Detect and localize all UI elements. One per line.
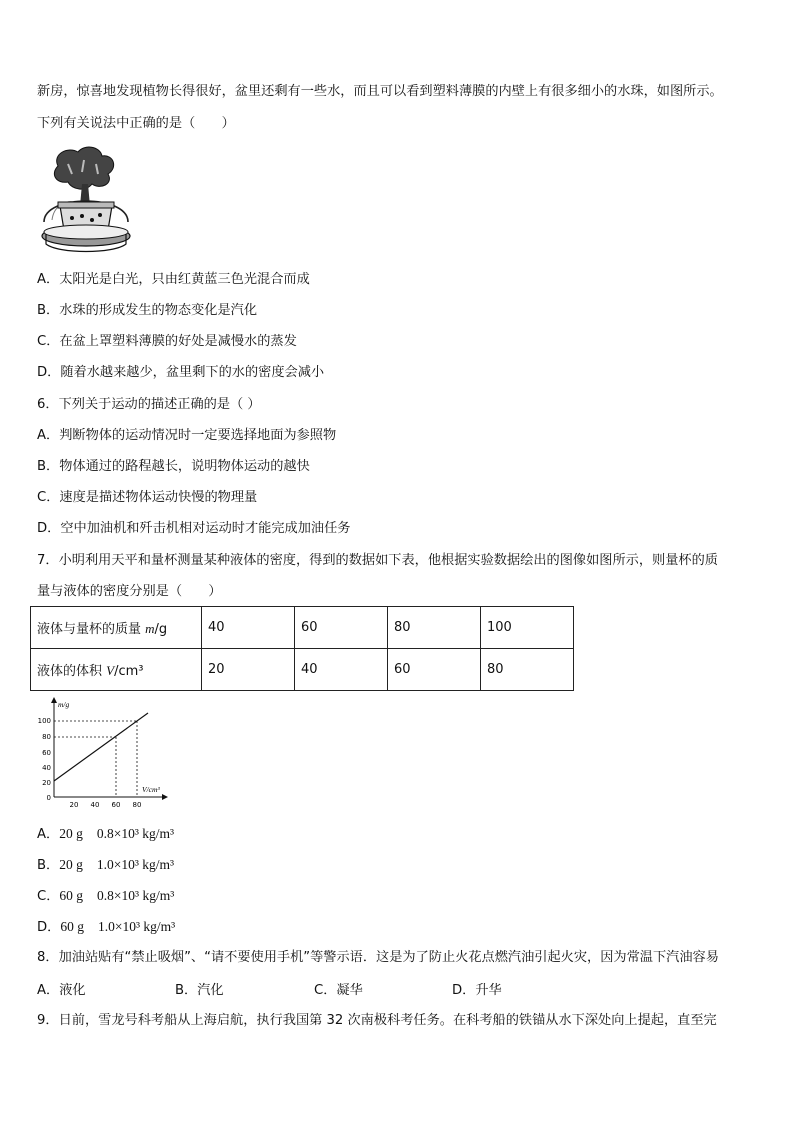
table-header-mass: 液体与量杯的质量 m/g xyxy=(31,607,202,649)
x-tick-label: 20 xyxy=(69,801,79,809)
table-cell: 80 xyxy=(388,607,481,649)
q5-option-b: B．水珠的形成发生的物态变化是汽化 xyxy=(37,303,258,318)
table-cell: 40 xyxy=(202,607,295,649)
q6-stem: 6．下列关于运动的描述正确的是（ ） xyxy=(37,397,261,412)
table-cell: 60 xyxy=(388,649,481,691)
x-axis-label: V/cm³ xyxy=(142,785,160,794)
q5-option-c: C．在盆上罩塑料薄膜的好处是减慢水的蒸发 xyxy=(37,334,297,349)
q6-option-a: A．判断物体的运动情况时一定要选择地面为参照物 xyxy=(37,428,337,443)
q7-stem-line2: 量与液体的密度分别是（ ） xyxy=(37,584,222,599)
table-cell: 80 xyxy=(481,649,574,691)
table-cell: 40 xyxy=(295,649,388,691)
q7-stem-line1: 7．小明利用天平和量杯测量某种液体的密度，得到的数据如下表，他根据实验数据绘出的图像如图所示，则量杯的质 xyxy=(37,553,718,568)
table-cell: 20 xyxy=(202,649,295,691)
q5-text-line1: 新房，惊喜地发现植物长得很好，盆里还剩有一些水，而且可以看到塑料薄膜的内壁上有很多细小的水珠，如图所示。 xyxy=(37,84,723,99)
x-tick-label: 60 xyxy=(111,801,121,809)
q7-option-a: A．20 g 0.8×10³ kg/m³ xyxy=(37,826,175,842)
y-tick-label: 0 xyxy=(46,794,51,802)
table-row xyxy=(31,607,574,649)
q7-data-table xyxy=(30,606,574,691)
q8-option-d: D．升华 xyxy=(452,983,502,998)
y-tick-label: 40 xyxy=(42,764,51,772)
q7-option-d: D．60 g 1.0×10³ kg/m³ xyxy=(37,919,176,935)
y-tick-label: 20 xyxy=(42,779,51,787)
y-axis-label: m/g xyxy=(58,700,70,709)
q5-option-d: D．随着水越来越少，盆里剩下的水的密度会减小 xyxy=(37,365,325,380)
q8-option-b: B．汽化 xyxy=(175,983,224,998)
q7-option-c: C．60 g 0.8×10³ kg/m³ xyxy=(37,888,175,904)
y-axis-arrow xyxy=(51,697,57,703)
q7-option-b: B．20 g 1.0×10³ kg/m³ xyxy=(37,857,175,873)
y-tick-label: 100 xyxy=(37,717,51,725)
table-cell: 60 xyxy=(295,607,388,649)
table-row xyxy=(31,649,574,691)
q6-option-c: C．速度是描述物体运动快慢的物理量 xyxy=(37,490,258,505)
q6-option-d: D．空中加油机和歼击机相对运动时才能完成加油任务 xyxy=(37,521,351,536)
q6-option-b: B．物体通过的路程越长，说明物体运动的越快 xyxy=(37,459,310,474)
q7-mass-volume-graph xyxy=(30,697,170,809)
y-tick-label: 80 xyxy=(42,733,51,741)
q8-option-a: A．液化 xyxy=(37,983,86,998)
q9-stem: 9．日前，雪龙号科考船从上海启航，执行我国第 32 次南极科考任务。在科考船的铁锚从水下深处向上提起，直至完 xyxy=(37,1013,717,1028)
data-line xyxy=(54,713,148,781)
q5-text-line2: 下列有关说法中正确的是（ ） xyxy=(37,116,235,131)
q8-option-c: C．凝华 xyxy=(314,983,363,998)
q8-options-row xyxy=(37,979,557,999)
q8-stem: 8．加油站贴有“禁止吸烟”、“请不要使用手机”等警示语．这是为了防止火花点燃汽油引起火灾，因为常温下汽油容易 xyxy=(37,950,719,965)
y-tick-label: 60 xyxy=(42,749,51,757)
plant-under-film-illustration xyxy=(38,144,134,254)
table-header-volume: 液体的体积 V/cm³ xyxy=(31,649,202,691)
x-tick-label: 40 xyxy=(90,801,100,809)
x-tick-label: 80 xyxy=(132,801,142,809)
x-axis-arrow xyxy=(162,794,168,800)
q5-option-a: A．太阳光是白光，只由红黄蓝三色光混合而成 xyxy=(37,272,310,287)
table-cell: 100 xyxy=(481,607,574,649)
